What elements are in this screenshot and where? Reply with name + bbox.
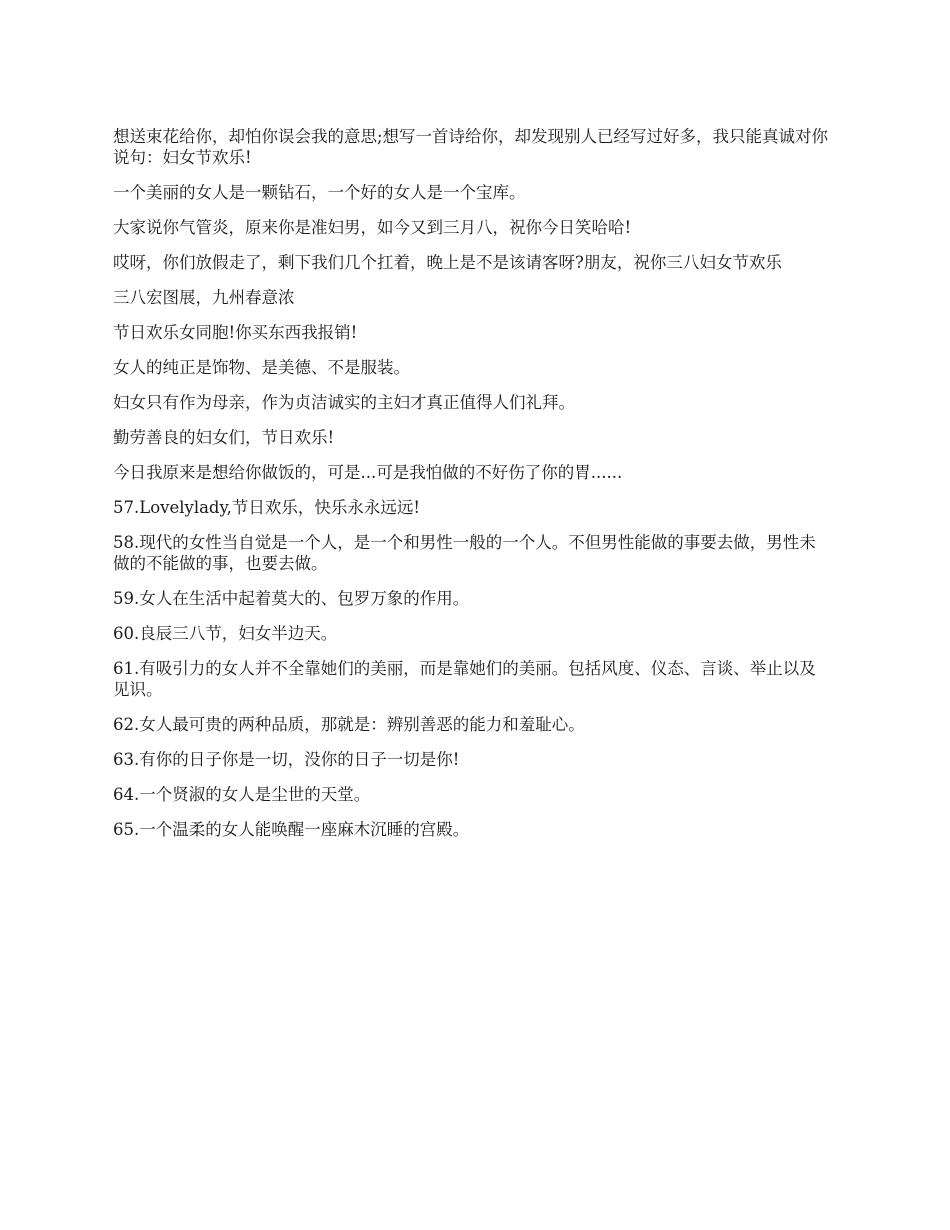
paragraph: 58.现代的女性当自觉是一个人，是一个和男性一般的一个人。不但男性能做的事要去做，男性未做的不能做的事，也要去做。 [113,533,816,573]
document-body [113,126,831,854]
paragraph: 三八宏图展，九州春意浓 [113,288,295,307]
paragraph: 60.良辰三八节，妇女半边天。 [113,624,338,643]
paragraph: 勤劳善良的妇女们，节日欢乐! [113,428,335,447]
paragraph: 想送束花给你，却怕你误会我的意思;想写一首诗给你，却发现别人已经写过好多，我只能真诚对你说句：妇女节欢乐! [113,127,829,167]
paragraph: 一个美丽的女人是一颗钻石，一个好的女人是一个宝库。 [113,183,526,202]
paragraph: 59.女人在生活中起着莫大的、包罗万象的作用。 [113,589,470,608]
paragraph: 节日欢乐女同胞!你买东西我报销! [113,323,358,342]
paragraph: 哎呀，你们放假走了，剩下我们几个扛着，晚上是不是该请客呀?朋友，祝你三八妇女节欢乐 [113,253,782,272]
paragraph: 62.女人最可贵的两种品质，那就是：辨别善恶的能力和羞耻心。 [113,715,585,734]
paragraph: 61.有吸引力的女人并不全靠她们的美丽，而是靠她们的美丽。包括风度、仪态、言谈、举止以及见识。 [113,659,816,699]
paragraph: 64.一个贤淑的女人是尘世的天堂。 [113,785,371,804]
paragraph: 57.Lovelylady,节日欢乐，快乐永永远远! [113,498,420,517]
paragraph: 妇女只有作为母亲，作为贞洁诚实的主妇才真正值得人们礼拜。 [113,393,575,412]
paragraph: 女人的纯正是饰物、是美德、不是服装。 [113,358,410,377]
paragraph: 65.一个温柔的女人能唤醒一座麻木沉睡的宫殿。 [113,820,470,839]
paragraph: 大家说你气管炎，原来你是准妇男，如今又到三月八，祝你今日笑哈哈! [113,218,632,237]
paragraph: 今日我原来是想给你做饭的，可是...可是我怕做的不好伤了你的胃...... [113,463,623,482]
paragraph: 63.有你的日子你是一切，没你的日子一切是你! [113,750,460,769]
